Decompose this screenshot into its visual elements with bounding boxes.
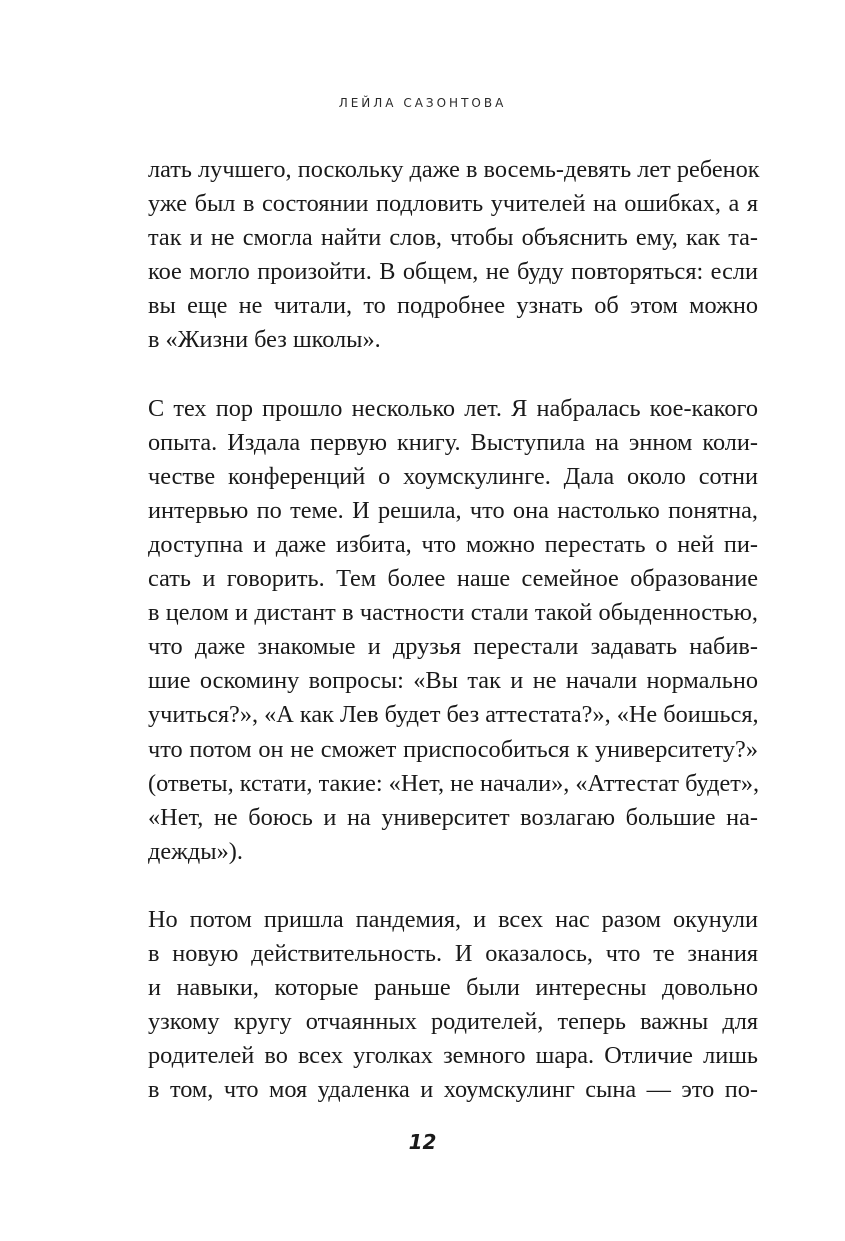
text-line: интервью по теме. И решила, что она настолько понятна,: [148, 496, 758, 524]
paragraph-1: [148, 153, 758, 358]
text-line: что потом он не сможет приспособиться к университету?»: [148, 735, 758, 763]
text-line: (ответы, кстати, такие: «Нет, не начали», «Аттестат будет»,: [148, 769, 760, 797]
paragraph-2: [148, 392, 758, 869]
text-line: дежды»).: [148, 837, 243, 865]
text-line: честве конференций о хоумскулинге. Дала около сотни: [148, 462, 758, 490]
text-line: в новую действительность. И оказалось, что те знания: [148, 939, 758, 967]
body-text: [148, 153, 758, 1107]
page-number: 12: [408, 1130, 437, 1154]
text-line: опыта. Издала первую книгу. Выступила на энном коли-: [148, 428, 758, 456]
running-header-author: ЛЕЙЛА САЗОНТОВА: [338, 96, 507, 110]
text-line: Но потом пришла пандемия, и всех нас разом окунули: [148, 905, 758, 933]
text-line: родителей во всех уголках земного шара. Отличие лишь: [148, 1042, 758, 1070]
paragraph-3: [148, 903, 758, 1108]
text-line: что даже знакомые и друзья перестали задавать набив-: [148, 633, 758, 661]
text-line: в том, что моя удаленка и хоумскулинг сына — это по-: [148, 1076, 758, 1104]
text-line: так и не смогла найти слов, чтобы объяснить ему, как та-: [148, 224, 758, 252]
text-line: вы еще не читали, то подробнее узнать об этом можно: [148, 292, 758, 320]
text-line: в целом и дистант в частности стали такой обыденностью,: [148, 599, 758, 627]
text-line: узкому кругу отчаянных родителей, теперь важны для: [148, 1008, 758, 1036]
text-line: кое могло произойти. В общем, не буду повторяться: если: [148, 258, 758, 286]
text-line: в «Жизни без школы».: [148, 326, 381, 354]
text-line: С тех пор прошло несколько лет. Я набралась кое-какого: [148, 394, 758, 422]
text-line: «Нет, не боюсь и на университет возлагаю большие на-: [148, 803, 758, 831]
text-line: лать лучшего, поскольку даже в восемь-девять лет ребенок: [148, 156, 760, 183]
text-line: доступна и даже избита, что можно перестать о ней пи-: [148, 530, 758, 558]
text-line: учиться?», «А как Лев будет без аттестата?», «Не боишься,: [148, 701, 759, 729]
text-line: и навыки, которые раньше были интересны довольно: [148, 974, 758, 1002]
text-line: сать и говорить. Тем более наше семейное образование: [148, 565, 758, 593]
text-line: уже был в состоянии подловить учителей на ошибках, а я: [148, 190, 758, 218]
text-line: шие оскомину вопросы: «Вы так и не начали нормально: [148, 667, 758, 695]
